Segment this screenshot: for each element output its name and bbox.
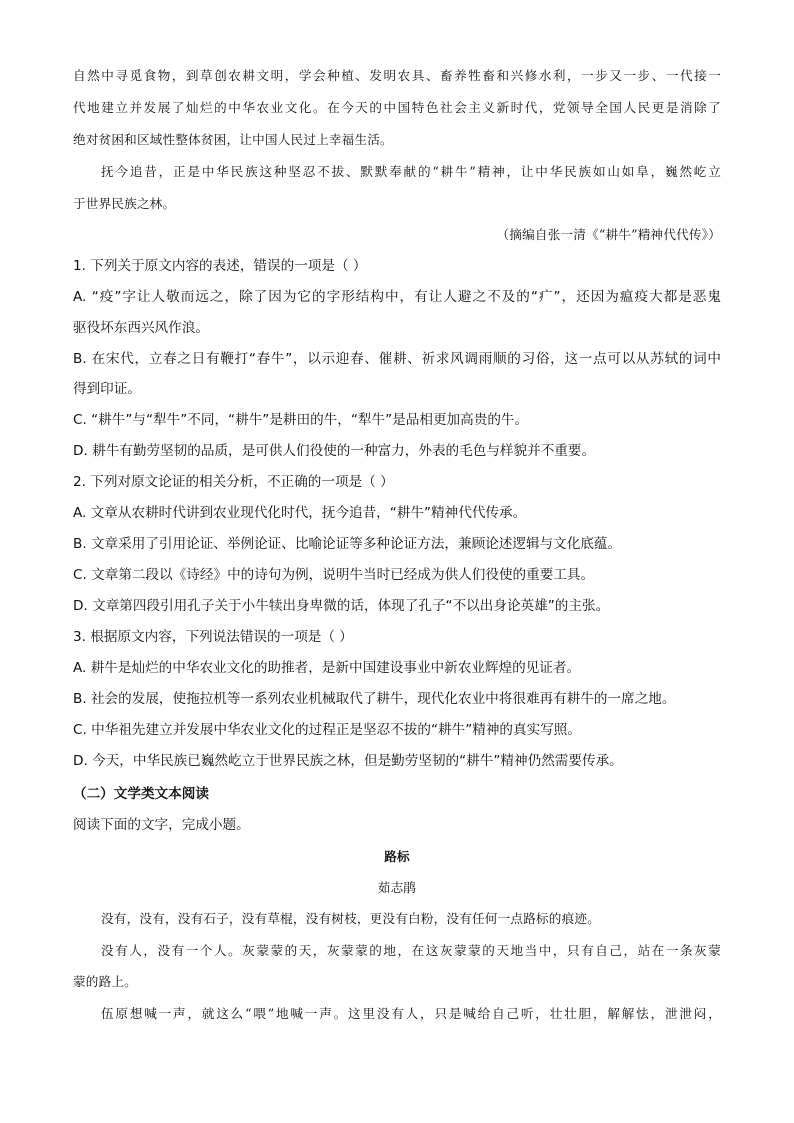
question-1-option-a-cont: 驱役坏东西兴风作浪。: [73, 320, 209, 336]
passage-line-3: 绝对贫困和区域性整体贫困，让中国人民过上幸福生活。: [73, 132, 393, 147]
story-line-1: 没有，没有，没有石子，没有草棍，没有树枝，更没有白粉，没有任何一点路标的痕迹。: [101, 911, 600, 926]
story-line-3: 蒙的路上。: [73, 974, 137, 989]
question-2-option-d: D. 文章第四段引用孔子关于小牛犊出身卑微的话，体现了孔子“不以出身论英雄”的主张。: [73, 598, 610, 614]
question-2-option-a: A. 文章从农耕时代讲到农业现代化时代，抚今追昔，“耕牛”精神代代传承。: [73, 505, 527, 521]
question-3-option-b: B. 社会的发展，使拖拉机等一系列农业机械取代了耕牛，现代化农业中将很难再有耕牛的一席之地。: [73, 691, 676, 707]
story-title: 路标: [384, 849, 410, 864]
question-3-option-a: A. 耕牛是灿烂的中华农业文化的助推者，是新中国建设事业中新农业辉煌的见证者。: [73, 660, 581, 676]
question-1-option-c: C. “耕牛”与“犁牛”不同，“耕牛”是耕田的牛，“犁牛”是品相更加高贵的牛。: [73, 412, 529, 428]
question-1-option-d: D. 耕牛有勤劳坚韧的品质，是可供人们役使的一种富力，外表的毛色与样貌并不重要。: [73, 443, 596, 459]
question-3-option-d: D. 今天，中华民族已巍然屹立于世界民族之林，但是勤劳坚韧的“耕牛”精神仍然需要传承。: [73, 753, 623, 769]
question-1-option-b-cont: 得到印证。: [73, 381, 141, 397]
section-heading: （二）文学类文本阅读: [73, 786, 209, 802]
question-1-option-a: A. “疫”字让人敬而远之，除了因为它的字形结构中，有让人避之不及的“疒”，还因为瘟疫大都是恶鬼: [73, 289, 721, 305]
story-line-4: 伍原想喊一声，就这么“喂”地喊一声。这里没有人，只是喊给自己听，壮壮胆，解解怯，泄泄闷，: [101, 1006, 721, 1021]
question-1-option-b: B. 在宋代，立春之日有鞭打“春牛”，以示迎春、催耕、祈求风调雨顺的习俗，这一点可以从苏轼的词中: [73, 351, 721, 367]
question-3-stem: 3. 根据原文内容，下列说法错误的一项是（ ）: [73, 629, 353, 645]
passage-line-2: 代地建立并发展了灿烂的中华农业文化。在今天的中国特色社会主义新时代，党领导全国人民更是消除了: [73, 100, 721, 115]
question-2-option-b: B. 文章采用了引用论证、举例论证、比喻论证等多种论证方法，兼顾论述逻辑与文化底蕴。: [73, 536, 622, 552]
section-instruction: 阅读下面的文字，完成小题。: [73, 817, 250, 833]
question-2-stem: 2. 下列对原文论证的相关分析，不正确的一项是（ ）: [73, 474, 394, 490]
story-line-2: 没有人，没有一个人。灰蒙蒙的天，灰蒙蒙的地，在这灰蒙蒙的天地当中，只有自己，站在一条灰蒙: [101, 943, 721, 958]
passage-source: （摘编自张一清《“耕牛”精神代代传》）: [496, 227, 721, 242]
passage-line-4: 抚今追昔，正是中华民族这种坚忍不拔、默默奉献的“耕牛”精神，让中华民族如山如阜，巍然屹立: [101, 164, 721, 179]
question-2-option-c: C. 文章第二段以《诗经》中的诗句为例，说明牛当时已经成为供人们役使的重要工具。: [73, 567, 595, 583]
story-author: 茹志鹃: [377, 880, 417, 895]
passage-line-5: 于世界民族之林。: [73, 196, 176, 211]
passage-line-1: 自然中寻觅食物，到草创农耕文明，学会种植、发明农具、畜养牲畜和兴修水利，一步又一步、一代接一: [73, 68, 721, 83]
question-3-option-c: C. 中华祖先建立并发展中华农业文化的过程正是坚忍不拔的“耕牛”精神的真实写照。: [73, 722, 581, 738]
question-1-stem: 1. 下列关于原文内容的表述，错误的一项是（ ）: [73, 258, 367, 274]
